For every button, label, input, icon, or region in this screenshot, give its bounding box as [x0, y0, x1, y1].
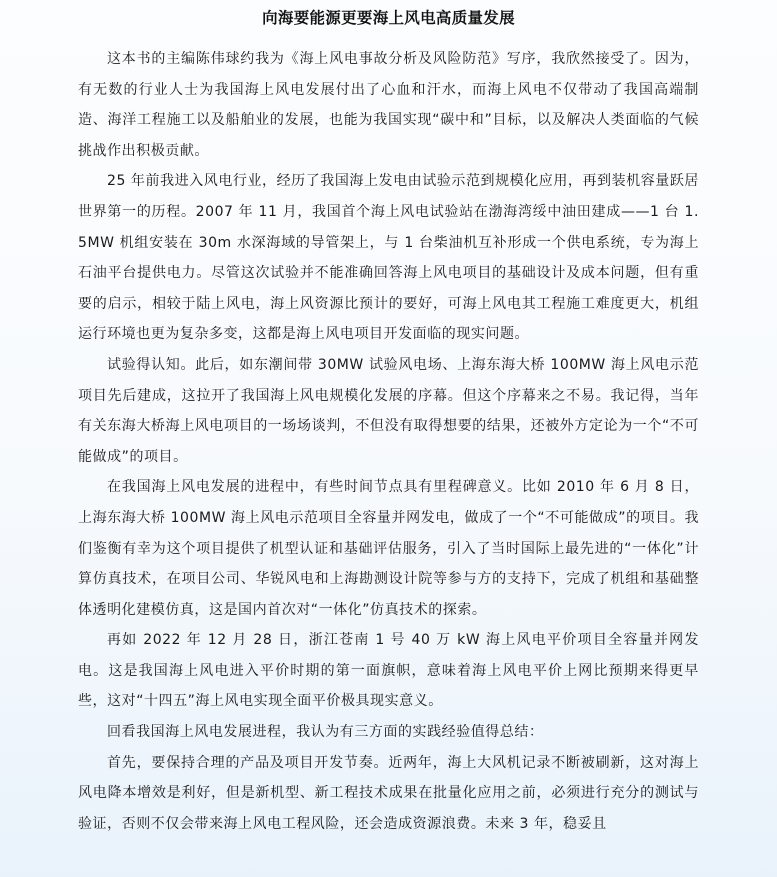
document-title: 向海要能源更要海上风电高质量发展	[262, 9, 515, 27]
paragraph-career-history: 25 年前我进入风电行业，经历了我国海上发电由试验示范到规模化应用，再到装机容量跃居世界第一的历程。2007 年 11 月，我国首个海上风电试验站在渤海湾绥中油田建成——1 台 1.5MW 机组安装在 30m 水深海域的导管架上，与 1 台柴油机互补形成一个供电系统，专为海上石油平台提供电力。尽管这次试验并不能准确回答海上风电项目的基础设计及成本问题，但有重要的启示，相较于陆上风电，海上风资源比预计的要好，可海上风电其工程施工难度更大，机组运行环境也更为复杂多变，这都是海上风电项目开发面临的现实问题。	[78, 173, 699, 343]
paragraph-trial-insights: 试验得认知。此后，如东潮间带 30MW 试验风电场、上海东海大桥 100MW 海上风电示范项目先后建成，这拉开了我国海上风电规模化发展的序幕。但这个序幕来之不易。我记得，当年有关东海大桥海上风电项目的一场场谈判，不但没有取得想要的结果，还被外方定论为一个“不可能做成”的项目。	[78, 356, 699, 465]
paragraph-lessons-intro: 回看我国海上风电发展进程，我认为有三方面的实践经验值得总结：	[107, 724, 544, 741]
paragraph-milestone-2010: 在我国海上风电发展的进程中，有些时间节点具有里程碑意义。比如 2010 年 6 月 8 日，上海东海大桥 100MW 海上风电示范项目全容量并网发电，做成了一个“不可能做成”的项目。我们鉴衡有幸为这个项目提供了机型认证和基础评估服务，引入了当时国际上最先进的“一体化”计算仿真技术，在项目公司、华锐风电和上海勘测设计院等参与方的支持下，完成了机组和基础整体透明化建模仿真，这是国内首次对“一体化”仿真技术的探索。	[78, 479, 699, 618]
paragraph-preface-intro: 这本书的主编陈伟球约我为《海上风电事故分析及风险防范》写序，我欣然接受了。因为，有无数的行业人士为我国海上风电发展付出了心血和汗水，而海上风电不仅带动了我国高端制造、海洋工程施工以及船舶业的发展，也能为我国实现“碳中和”目标，以及解决人类面临的气候挑战作出积极贡献。	[78, 51, 699, 159]
paragraph-milestone-2022: 再如 2022 年 12 月 28 日，浙江苍南 1 号 40 万 kW 海上风电平价项目全容量并网发电。这是我国海上风电进入平价时期的第一面旗帜，意味着海上风电平价上网比预期来得更早些，这对“十四五”海上风电实现全面平价极具现实意义。	[78, 632, 699, 710]
paragraph-lesson-first: 首先，要保持合理的产品及项目开发节奏。近两年，海上大风机记录不断被刷新，这对海上风电降本增效是利好，但是新机型、新工程技术成果在批量化应用之前，必须进行充分的测试与验证，否则不仅会带来海上风电工程风险，还会造成资源浪费。未来 3 年，稳妥且	[78, 754, 699, 832]
